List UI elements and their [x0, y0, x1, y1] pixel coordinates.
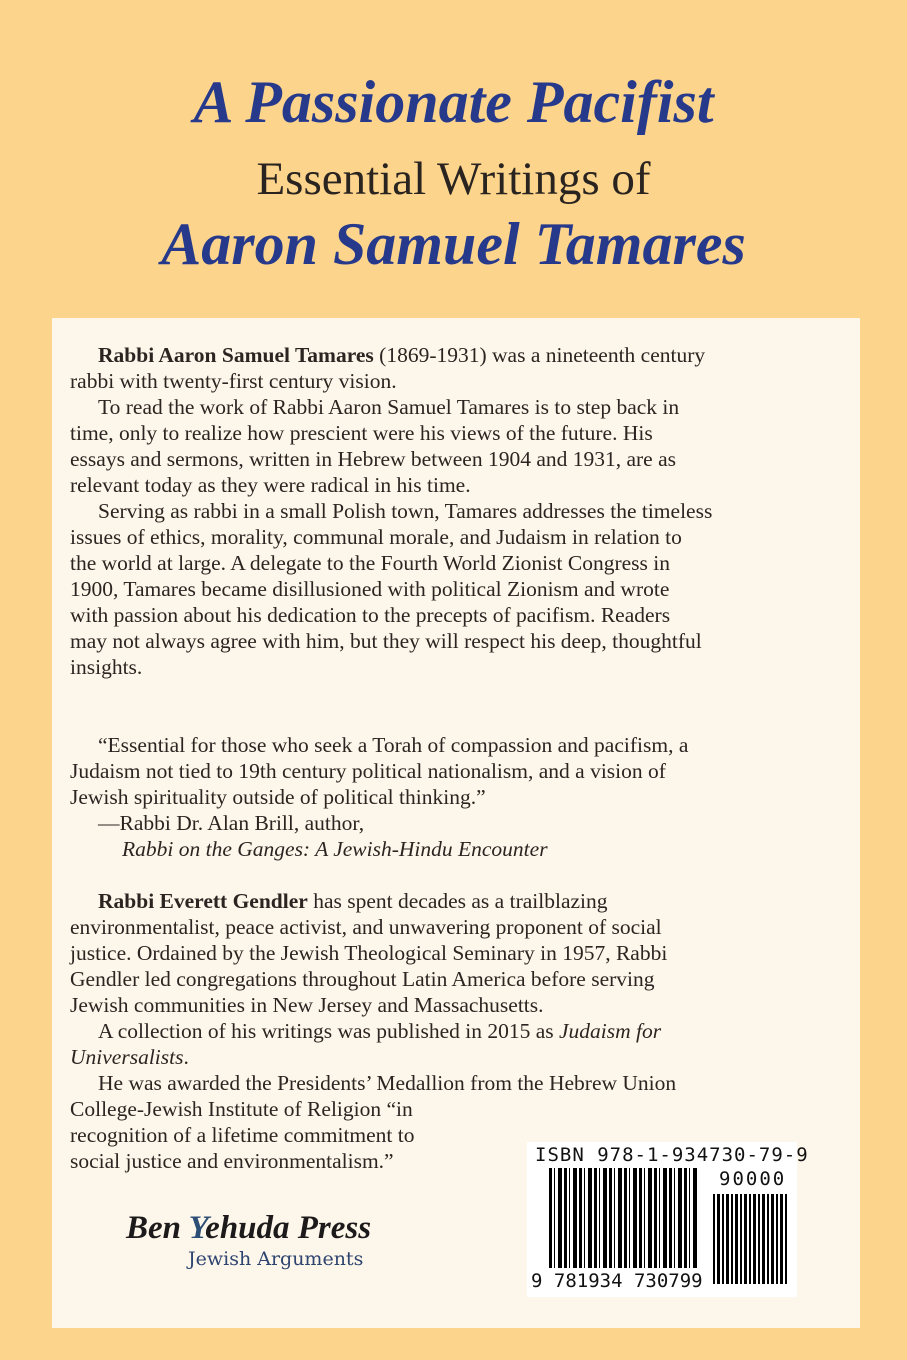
bio-line: justice. Ordained by the Jewish Theological Seminary in 1957, Rabbi: [70, 941, 668, 965]
quote-book-title: Rabbi on the Ganges: A Jewish-Hindu Encounter: [122, 837, 548, 861]
isbn-text: ISBN 978-1-934730-79-9: [535, 1144, 809, 1166]
isbn-barcode: [527, 1142, 809, 1297]
blurb-line: the world at large. A delegate to the Fourth World Zionist Congress in: [70, 551, 670, 575]
barcode-digits: 9 781934 730799: [531, 1270, 703, 1292]
bio-line: College-Jewish Institute of Religion “in: [70, 1097, 413, 1121]
bio-line: A collection of his writings was published in 2015 as Judaism for: [98, 1019, 662, 1043]
blurb-line: may not always agree with him, but they will respect his deep, thoughtful: [70, 629, 702, 653]
bio-line: recognition of a lifetime commitment to: [70, 1123, 415, 1147]
publisher-name: Ben Yehuda Press: [126, 1210, 372, 1246]
bio-line: Rabbi Everett Gendler has spent decades as a trailblazing: [98, 889, 608, 913]
barcode-bars: [549, 1168, 699, 1268]
blurb-line: issues of ethics, morality, communal morale, and Judaism in relation to: [70, 525, 682, 549]
blurb-line: rabbi with twenty-first century vision.: [70, 369, 397, 393]
blurb-line: essays and sermons, written in Hebrew between 1904 and 1931, are as: [70, 447, 677, 471]
blurb-line: with passion about his dedication to the precepts of pacifism. Readers: [70, 603, 671, 627]
bio-line: Gendler led congregations throughout Latin America before serving: [70, 967, 655, 991]
quote-line: Jewish spirituality outside of political thinking.”: [70, 785, 486, 809]
bio-line: social justice and environmentalism.”: [70, 1149, 394, 1173]
bio-line: environmentalist, peace activist, and unwavering proponent of social: [70, 915, 662, 939]
bio-line: Jewish communities in New Jersey and Massachusetts.: [70, 993, 544, 1017]
blurb-line: relevant today as they were radical in his time.: [70, 473, 471, 497]
series-name: Jewish Arguments: [188, 1248, 364, 1270]
addon-bars: [713, 1194, 789, 1284]
price-addon-text: 90000: [719, 1168, 787, 1190]
publisher-logo: [126, 1210, 446, 1280]
blurb-line: 1900, Tamares became disillusioned with political Zionism and wrote: [70, 577, 670, 601]
book-author: Aaron Samuel Tamares: [161, 211, 746, 277]
book-title: A Passionate Pacifist: [193, 69, 714, 135]
blurb-panel: [52, 318, 860, 1328]
book-subtitle: Essential Writings of: [256, 153, 651, 205]
blurb-line: To read the work of Rabbi Aaron Samuel Tamares is to step back in: [98, 395, 680, 419]
blurb-line: time, only to realize how prescient were his views of the future. His: [70, 421, 653, 445]
blurb-line: Rabbi Aaron Samuel Tamares (1869-1931) was a nineteenth century: [98, 343, 706, 367]
blurb-line: insights.: [70, 655, 143, 679]
bio-line: Universalists.: [70, 1045, 189, 1069]
quote-line: “Essential for those who seek a Torah of compassion and pacifism, a: [98, 733, 689, 757]
bio-line: He was awarded the Presidents’ Medallion from the Hebrew Union: [98, 1071, 677, 1095]
quote-line: Judaism not tied to 19th century political nationalism, and a vision of: [70, 759, 666, 783]
quote-attribution: —Rabbi Dr. Alan Brill, author,: [98, 811, 365, 835]
blurb-line: Serving as rabbi in a small Polish town, Tamares addresses the timeless: [98, 499, 713, 523]
